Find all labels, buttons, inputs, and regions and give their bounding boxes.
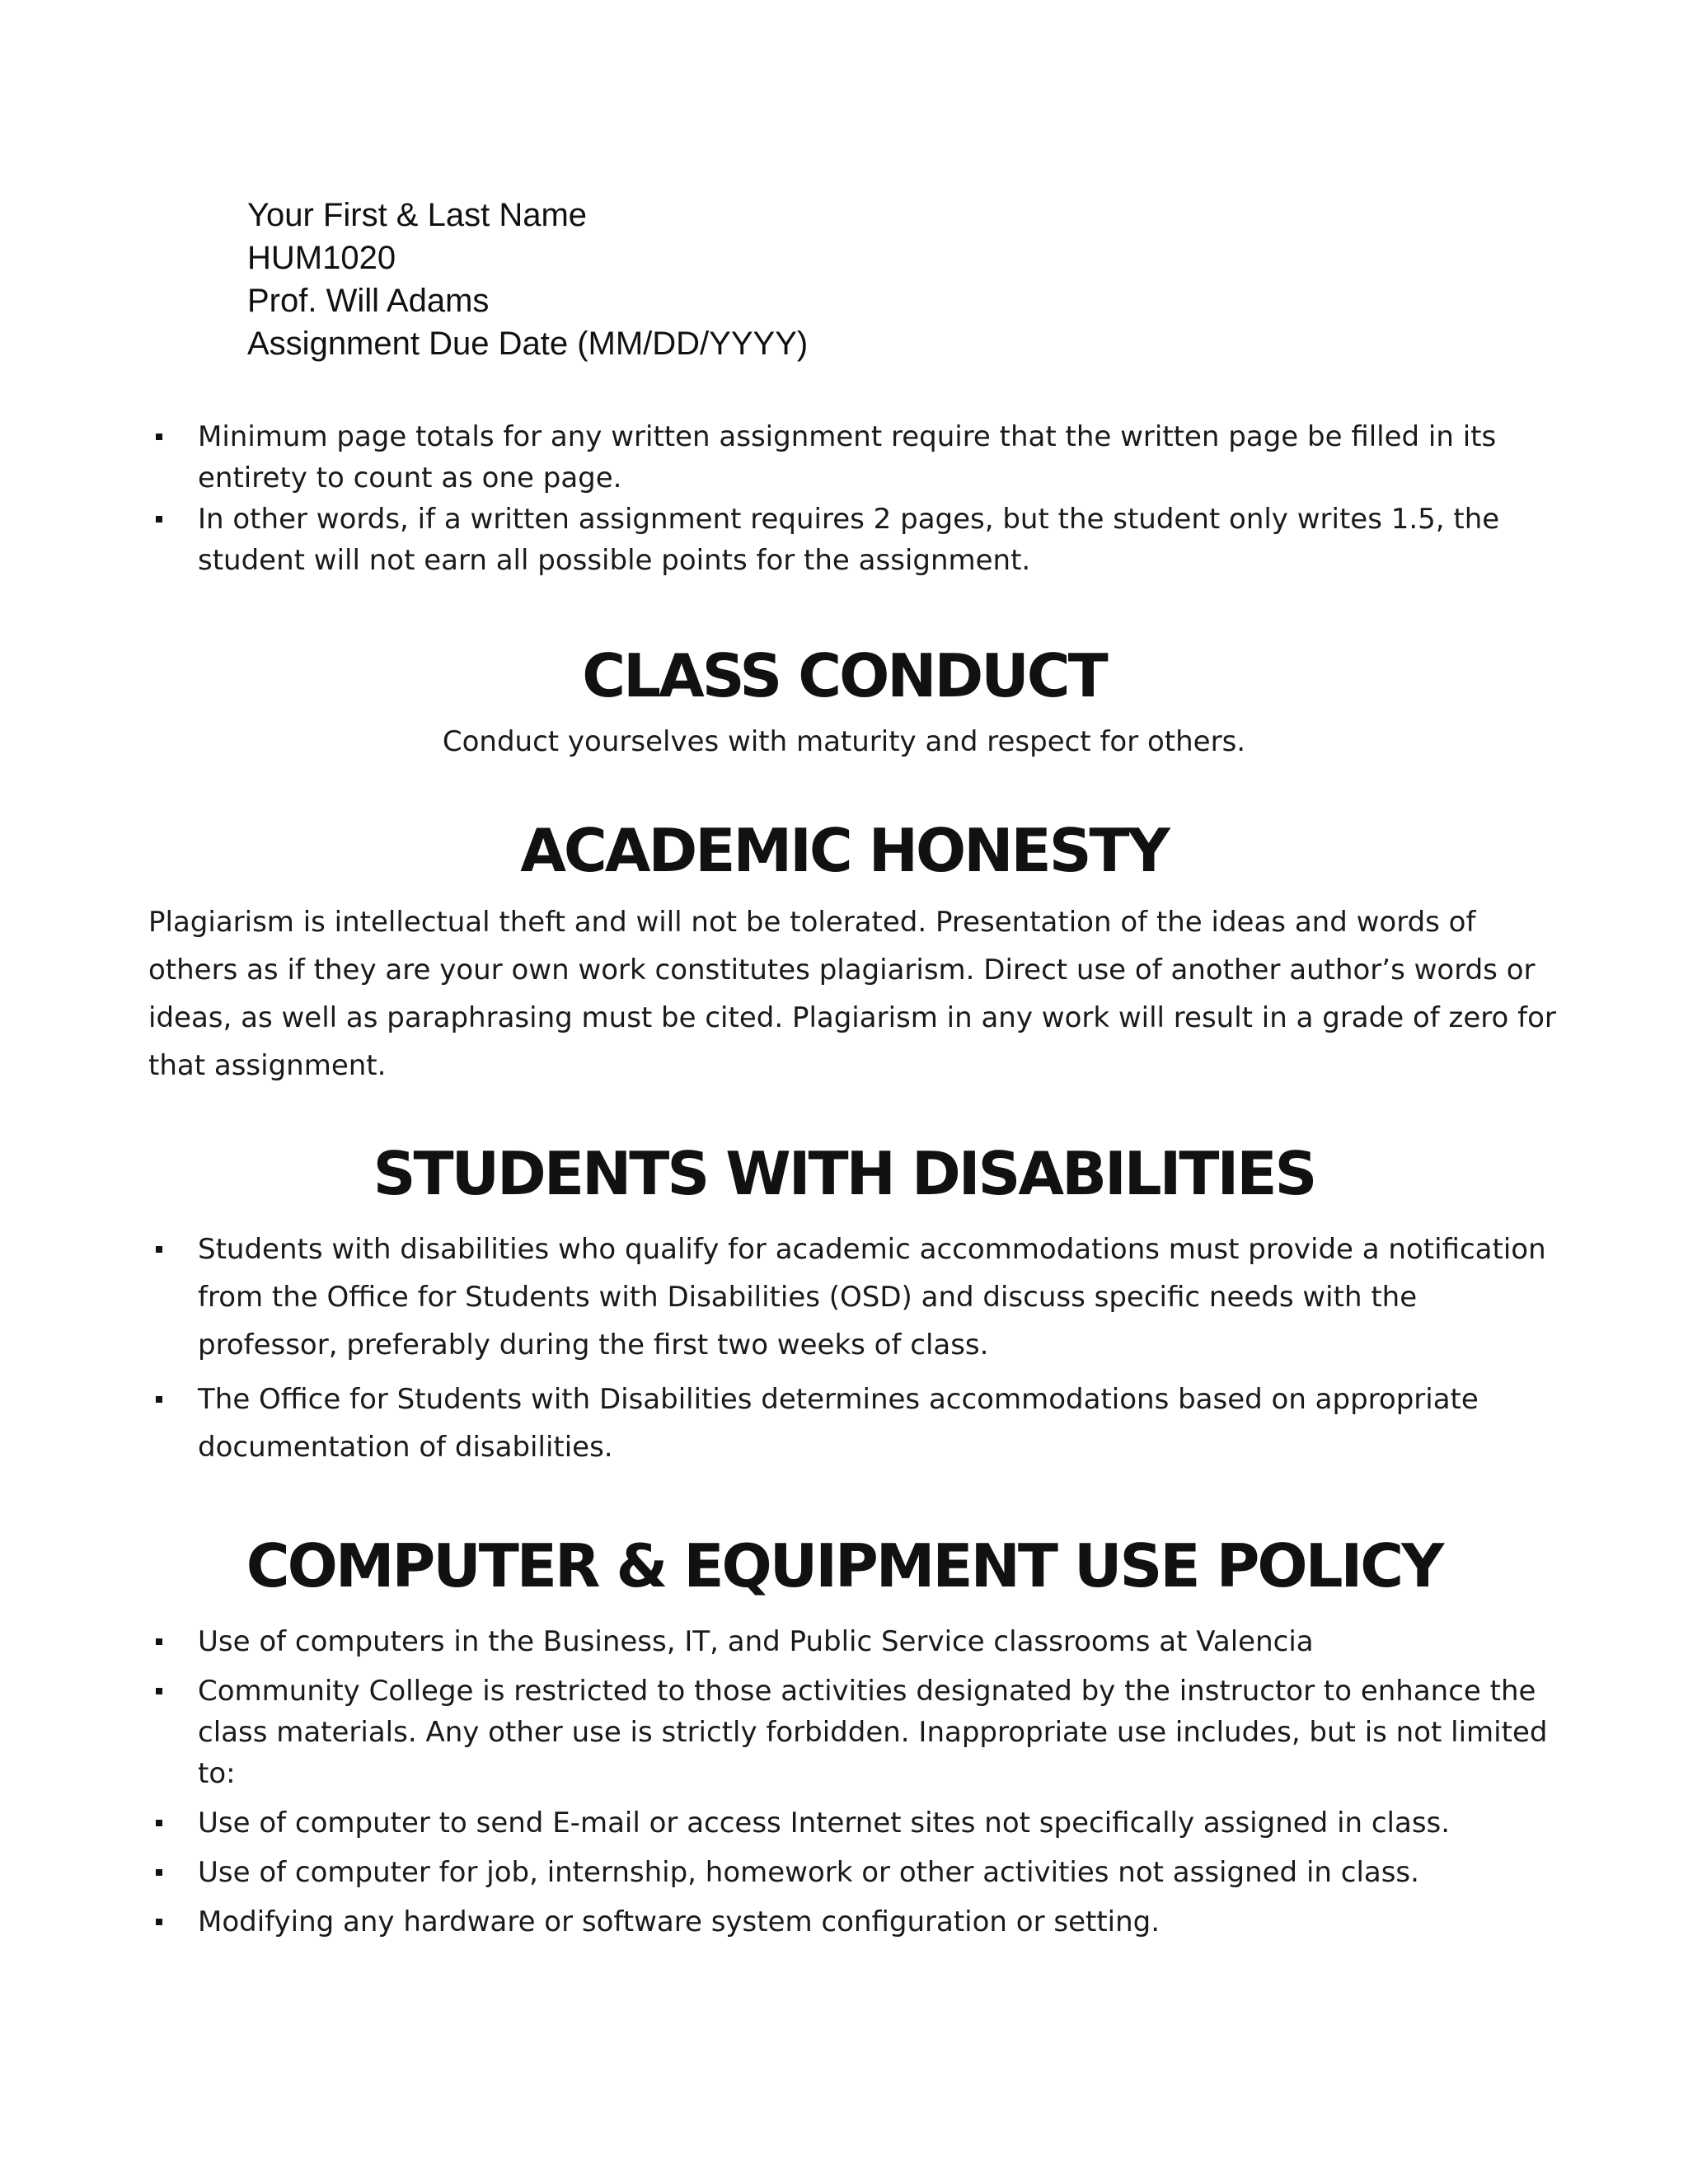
square-bullet-icon [156, 1869, 162, 1876]
list-item [152, 1621, 1554, 1662]
assignment-header [247, 194, 808, 365]
computer-policy-list [152, 1621, 1554, 1943]
square-bullet-icon [156, 1919, 162, 1925]
student-name: Your First & Last Name [247, 197, 588, 233]
due-date: Assignment Due Date (MM/DD/YYYY) [247, 326, 809, 362]
list-item [152, 1671, 1554, 1794]
list-item-text: Students with disabilities who qualify for academic accommodations must provide a notification from the Office for Students with Disabilities (OSD) and discuss specific needs with the professor, preferably during the first two weeks of class. [198, 1233, 1546, 1361]
list-item-text: Use of computers in the Business, IT, and Public Service classrooms at Valencia [198, 1625, 1314, 1658]
square-bullet-icon [156, 1396, 162, 1403]
square-bullet-icon [156, 1688, 162, 1694]
list-item-text: Use of computer for job, internship, homework or other activities not assigned in class. [198, 1856, 1419, 1889]
list-item-text: The Office for Students with Disabilities determines accommodations based on appropriate documentation of disabilities. [198, 1383, 1479, 1464]
square-bullet-icon [156, 1638, 162, 1645]
class-conduct-text: Conduct yourselves with maturity and respect for others. [442, 725, 1246, 758]
professor-name: Prof. Will Adams [247, 283, 490, 319]
course-code: HUM1020 [247, 240, 396, 276]
square-bullet-icon [156, 516, 162, 523]
list-item [152, 1901, 1554, 1943]
computer-policy-heading: COMPUTER & EQUIPMENT USE POLICY [246, 1531, 1442, 1601]
list-item-text: Community College is restricted to those activities designated by the instructor to enhance the class materials. Any other use is strictly forbidden. Inappropriate use includes, but is not limited to: [198, 1675, 1548, 1790]
square-bullet-icon [156, 434, 162, 440]
list-item-text: Minimum page totals for any written assignment require that the written page be filled in its entirety to count as one page. [198, 420, 1497, 494]
disabilities-list [152, 1226, 1554, 1471]
class-conduct-heading: CLASS CONDUCT [582, 641, 1106, 710]
list-item [152, 1852, 1554, 1893]
list-item-text: In other words, if a written assignment requires 2 pages, but the student only writes 1.5, the student will not earn all possible points for the assignment. [198, 503, 1500, 577]
list-item [152, 1226, 1554, 1369]
list-item [152, 416, 1554, 499]
page-rules-list [152, 416, 1554, 581]
list-item [152, 499, 1554, 581]
list-item [152, 1376, 1554, 1471]
square-bullet-icon [156, 1820, 162, 1826]
list-item-text: Use of computer to send E-mail or access Internet sites not specifically assigned in class. [198, 1807, 1451, 1840]
disabilities-heading: STUDENTS WITH DISABILITIES [373, 1139, 1315, 1208]
list-item-text: Modifying any hardware or software system configuration or setting. [198, 1905, 1160, 1938]
square-bullet-icon [156, 1246, 162, 1253]
academic-honesty-heading: ACADEMIC HONESTY [520, 816, 1168, 885]
list-item [152, 1802, 1554, 1844]
academic-honesty-text: Plagiarism is intellectual theft and will not be tolerated. Presentation of the ideas and words of others as if they are your own work constitutes plagiarism. Direct use of another author’s words or ideas, as well as paraphrasing must be cited. Plagiarism in any work will result in a grade of zero for that assignment. [148, 906, 1556, 1082]
